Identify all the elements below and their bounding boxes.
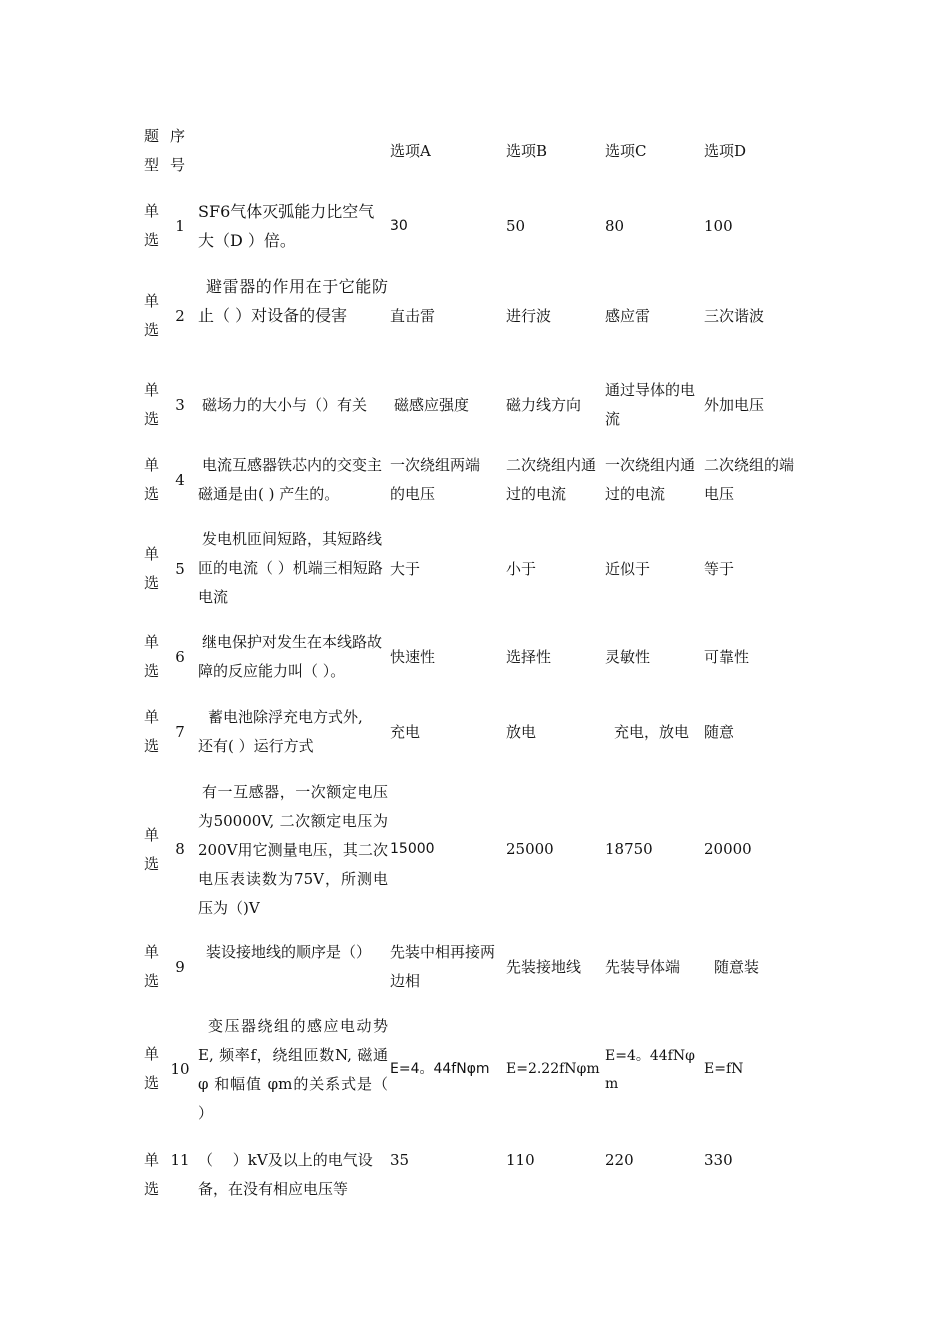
option-a: 充电 xyxy=(390,723,421,741)
row-type: 单选 xyxy=(144,826,160,873)
table-row xyxy=(140,197,820,257)
table-row xyxy=(140,451,820,511)
option-c: 充电，放电 xyxy=(614,723,690,741)
row-num: 5 xyxy=(175,560,185,578)
row-type: 单选 xyxy=(144,381,160,428)
row-num: 2 xyxy=(175,307,185,325)
question-text: 有一互感器，一次额定电压为50000V, 二次额定电压为200V用它测量电压，其二次电压表读数为75V，所测电压为（)V xyxy=(198,783,388,917)
option-b: 25000 xyxy=(506,840,554,858)
question-text: 蓄电池除浮充电方式外, 还有( ）运行方式 xyxy=(198,708,363,755)
question-text: 发电机匝间短路，其短路线匝的电流（ ）机端三相短路电流 xyxy=(198,530,383,606)
option-b: 110 xyxy=(506,1151,535,1169)
row-num: 6 xyxy=(175,648,185,666)
option-a: 大于 xyxy=(390,560,421,578)
option-d: 330 xyxy=(704,1151,733,1169)
table-header-row xyxy=(140,122,820,182)
option-a: 一次绕组两端的电压 xyxy=(390,456,481,503)
row-num: 7 xyxy=(175,723,185,741)
option-b: 50 xyxy=(506,217,526,235)
option-c: 感应雷 xyxy=(605,307,651,325)
header-option-a: 选项A xyxy=(390,142,431,160)
header-option-c: 选项C xyxy=(605,142,647,160)
table-row xyxy=(140,1012,820,1128)
option-c: 近似于 xyxy=(605,560,651,578)
row-num: 9 xyxy=(175,958,185,976)
option-a: 直击雷 xyxy=(390,307,436,325)
table-row xyxy=(140,376,820,436)
table-row xyxy=(140,628,820,688)
question-text: （ ）kV及以上的电气设备，在没有相应电压等 xyxy=(198,1151,373,1198)
question-text: 装设接地线的顺序是（） xyxy=(206,943,372,961)
table-row xyxy=(140,778,820,923)
option-a: 快速性 xyxy=(390,648,436,666)
row-num: 4 xyxy=(175,471,185,489)
option-b: 放电 xyxy=(506,723,537,741)
option-d: 外加电压 xyxy=(704,396,765,414)
option-b: E=2.22fNφm xyxy=(506,1061,600,1077)
option-a: 15000 xyxy=(390,841,435,857)
question-text: 避雷器的作用在于它能防止（ ）对设备的侵害 xyxy=(198,277,388,325)
option-b: 小于 xyxy=(506,560,537,578)
option-d: 可靠性 xyxy=(704,648,750,666)
table-row xyxy=(140,938,820,998)
question-text: 变压器绕组的感应电动势E, 频率f，绕组匝数N, 磁通 φ 和幅值 φm的关系式是（ ） xyxy=(198,1017,388,1122)
question-text: SF6气体灭弧能力比空气大（D ）倍。 xyxy=(198,202,375,250)
row-type: 单选 xyxy=(144,1151,160,1198)
table-row xyxy=(140,525,820,615)
option-a: 35 xyxy=(390,1151,410,1169)
option-d: 随意 xyxy=(704,723,735,741)
option-d: 二次绕组的端电压 xyxy=(704,456,795,503)
row-type: 单选 xyxy=(144,202,160,249)
option-b: 磁力线方向 xyxy=(506,396,582,414)
header-option-d: 选项D xyxy=(704,142,747,160)
question-text: 继电保护对发生在本线路故障的反应能力叫（ ）。 xyxy=(198,633,383,680)
row-num: 10 xyxy=(170,1060,190,1078)
header-num: 序号 xyxy=(170,127,186,174)
option-c: 220 xyxy=(605,1151,634,1169)
option-d: 100 xyxy=(704,217,733,235)
header-type: 题型 xyxy=(144,127,160,174)
option-c: E=4。44fNφm xyxy=(605,1048,695,1092)
option-c: 18750 xyxy=(605,840,653,858)
option-c: 80 xyxy=(605,217,625,235)
option-d: 等于 xyxy=(704,560,735,578)
table-row xyxy=(140,1146,820,1206)
option-a: 先装中相再接两边相 xyxy=(390,943,496,990)
row-type: 单选 xyxy=(144,633,160,680)
option-c: 一次绕组内通过的电流 xyxy=(605,456,696,503)
option-d: 20000 xyxy=(704,840,752,858)
option-c: 先装导体端 xyxy=(605,958,681,976)
row-type: 单选 xyxy=(144,1045,160,1092)
option-d: E=fN xyxy=(704,1061,744,1077)
row-type: 单选 xyxy=(144,943,160,990)
question-text: 磁场力的大小与（）有关 xyxy=(202,396,368,414)
option-b: 二次绕组内通过的电流 xyxy=(506,456,597,503)
option-d: 三次谐波 xyxy=(704,307,765,325)
option-a: 30 xyxy=(390,218,408,234)
row-num: 3 xyxy=(175,396,185,414)
header-option-b: 选项B xyxy=(506,142,548,160)
option-b: 先装接地线 xyxy=(506,958,582,976)
row-type: 单选 xyxy=(144,545,160,592)
option-a: E=4。44fNφm xyxy=(390,1061,490,1077)
row-num: 11 xyxy=(170,1151,190,1169)
row-type: 单选 xyxy=(144,456,160,503)
question-text: 电流互感器铁芯内的交变主磁通是由( ) 产生的。 xyxy=(198,456,383,503)
option-b: 进行波 xyxy=(506,307,552,325)
option-a: 磁感应强度 xyxy=(394,396,470,414)
option-c: 灵敏性 xyxy=(605,648,651,666)
option-c: 通过导体的电流 xyxy=(605,381,696,428)
row-type: 单选 xyxy=(144,708,160,755)
table-row xyxy=(140,703,820,763)
table-row xyxy=(140,272,820,362)
option-d: 随意装 xyxy=(714,958,760,976)
row-type: 单选 xyxy=(144,292,160,339)
row-num: 1 xyxy=(175,217,185,235)
row-num: 8 xyxy=(175,840,185,858)
option-b: 选择性 xyxy=(506,648,552,666)
